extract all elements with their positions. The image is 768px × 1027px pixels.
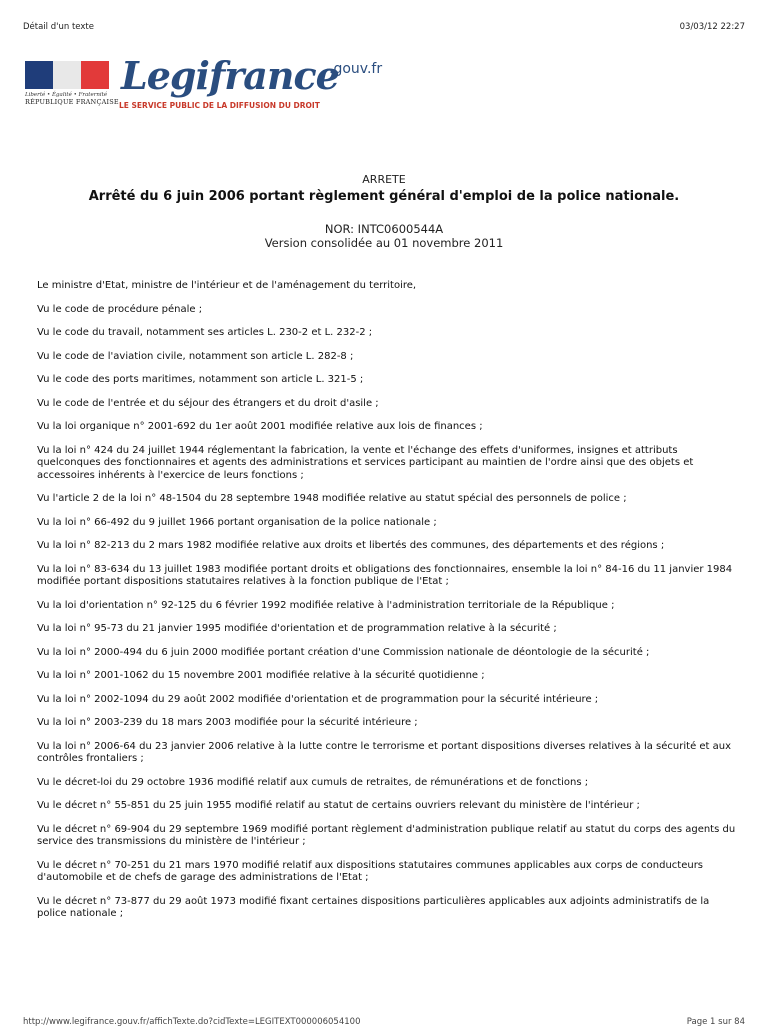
print-header (23, 22, 745, 32)
document-paragraph: Vu le code de l'entrée et du séjour des étrangers et du droit d'asile ; (37, 397, 379, 409)
page-label: Détail d'un texte (23, 22, 94, 32)
document-paragraph: Vu la loi n° 82-213 du 2 mars 1982 modifiée relative aux droits et libertés des communes, des départements et des régions ; (37, 540, 665, 551)
republic-motto: Liberté • Égalité • Fraternité (25, 92, 108, 98)
print-footer (23, 1017, 745, 1027)
document-paragraph: Vu le décret n° 55-851 du 25 juin 1955 modifié relatif au statut de certains ouvriers relevant du ministère de l'intérieur ; (37, 800, 640, 811)
document-paragraph: Vu la loi n° 2006-64 du 23 janvier 2006 relative à la lutte contre le terrorisme et portant dispositions diverses relatives à la sécurité et aux contrôles frontaliers ; (37, 740, 732, 764)
document-title: Arrêté du 6 juin 2006 portant règlement général d'emploi de la police nationale. (88, 189, 680, 204)
document-paragraph: Vu le décret n° 70-251 du 21 mars 1970 modifié relatif aux dispositions statutaires communes applicables aux corps de conducteurs d'automobile et de chefs de garage des administrations de l'Etat ; (37, 859, 704, 883)
document-paragraph: Vu la loi n° 2000-494 du 6 juin 2000 modifiée portant création d'une Commission nationale de déontologie de la sécurité ; (37, 646, 650, 658)
document-header (0, 173, 768, 250)
document-paragraph: Vu la loi n° 424 du 24 juillet 1944 réglementant la fabrication, la vente et l'échange des effets d'uniformes, insignes et attributs quelconques des fonctionnaires et agents des administrations et services participant au maintien de l'ordre ainsi que des objets et accessoires inhérents à l'exercice de leurs fonctions ; (37, 444, 694, 481)
source-url[interactable]: http://www.legifrance.gouv.fr/affichTexte.do?cidTexte=LEGITEXT000006054100 (23, 1017, 361, 1027)
document-paragraph: Vu le code du travail, notamment ses articles L. 230-2 et L. 232-2 ; (37, 327, 373, 338)
tricolor-flag-icon (25, 61, 109, 89)
document-paragraph: Vu le code de l'aviation civile, notamment son article L. 282-8 ; (37, 350, 354, 362)
document-paragraph: Vu le code de procédure pénale ; (37, 303, 203, 315)
brand-domain: .gouv.fr (329, 61, 383, 77)
version-date: Version consolidée au 01 novembre 2011 (264, 236, 504, 250)
document-body (37, 280, 737, 932)
document-paragraph: Vu la loi n° 2001-1062 du 15 novembre 2001 modifiée relative à la sécurité quotidienne ; (37, 670, 485, 681)
page-number: Page 1 sur 84 (686, 1017, 745, 1027)
document-type: ARRETE (362, 173, 406, 186)
republic-label: RÉPUBLIQUE FRANÇAISE (25, 98, 119, 106)
brand-block (121, 53, 383, 98)
document-paragraph: Vu le décret-loi du 29 octobre 1936 modifié relatif aux cumuls de retraites, de rémunérations et de fonctions ; (37, 776, 589, 788)
document-paragraph: Le ministre d'Etat, ministre de l'intérieur et de l'aménagement du territoire, (37, 280, 417, 291)
marianne-logo (25, 61, 119, 113)
document-paragraph: Vu la loi n° 83-634 du 13 juillet 1983 modifiée portant droits et obligations des fonctionnaires, ensemble la loi n° 84-16 du 11 janvier 1984 modifiée portant dispositions statutaires relatives à la fonction publique de l'Etat ; (37, 563, 733, 587)
brand-name: Legifrance (121, 53, 339, 98)
document-paragraph: Vu l'article 2 de la loi n° 48-1504 du 28 septembre 1948 modifiée relative au statut spécial des personnels de police ; (37, 493, 627, 504)
document-paragraph: Vu le décret n° 69-904 du 29 septembre 1969 modifié portant règlement d'administration publique relatif au statut du corps des agents du service des transmissions du ministère de l'intérieur ; (37, 823, 736, 847)
nor-reference: NOR: INTC0600544A (324, 222, 444, 236)
document-paragraph: Vu la loi d'orientation n° 92-125 du 6 février 1992 modifiée relative à l'administration territoriale de la République ; (37, 599, 615, 611)
document-paragraph: Vu la loi n° 66-492 du 9 juillet 1966 portant organisation de la police nationale ; (37, 516, 437, 528)
document-paragraph: Vu le décret n° 73-877 du 29 août 1973 modifié fixant certaines dispositions particulières applicables aux adjoints administratifs de la police nationale ; (37, 895, 710, 919)
document-paragraph: Vu le code des ports maritimes, notamment son article L. 321-5 ; (37, 374, 364, 385)
print-timestamp: 03/03/12 22:27 (679, 22, 745, 32)
document-paragraph: Vu la loi n° 2002-1094 du 29 août 2002 modifiée d'orientation et de programmation pour la sécurité intérieure ; (37, 693, 599, 705)
legifrance-logo[interactable] (25, 55, 445, 120)
document-paragraph: Vu la loi n° 95-73 du 21 janvier 1995 modifiée d'orientation et de programmation relative à la sécurité ; (37, 623, 557, 634)
document-paragraph: Vu la loi organique n° 2001-692 du 1er août 2001 modifiée relative aux lois de finances ; (37, 421, 483, 432)
document-paragraph: Vu la loi n° 2003-239 du 18 mars 2003 modifiée pour la sécurité intérieure ; (37, 717, 418, 728)
brand-tagline: LE SERVICE PUBLIC DE LA DIFFUSION DU DROIT (119, 101, 320, 110)
